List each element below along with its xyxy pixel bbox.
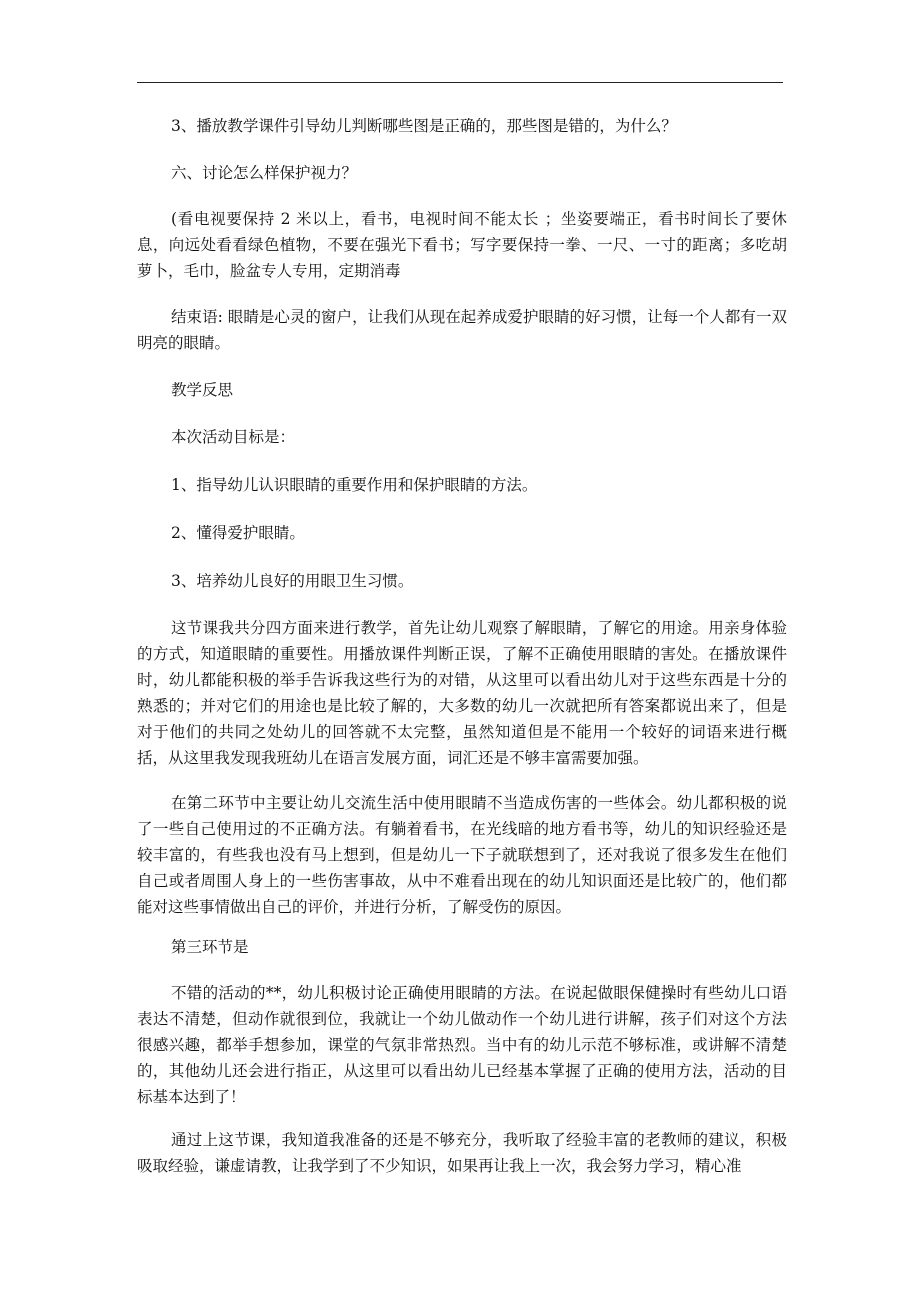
header-rule: [137, 82, 783, 83]
paragraph-goal-3: 3、培养幼儿良好的用眼卫生习惯。: [171, 572, 414, 590]
paragraph-reflection-part-4: 通过上这节课，我知道我准备的还是不够充分，我听取了经验丰富的老教师的建议，积极吸取经验，谦虚请教，让我学到了不少知识，如果再让我上一次，我会努力学习，精心准: [137, 1131, 787, 1175]
paragraph-reflection-part-3: 不错的活动的**，幼儿积极讨论正确使用眼睛的方法。在说起做眼保健操时有些幼儿口语表达不清楚，但动作就很到位，我就让一个幼儿做动作一个幼儿进行讲解，孩子们对这个方法很感兴趣，都举手想参加，课堂的气氛非常热烈。当中有的幼儿示范不够标准，或讲解不清楚的，其他幼儿还会进行指正，从这里可以看出幼儿已经基本掌握了正确的使用方法，活动的目标基本达到了！: [137, 984, 787, 1106]
paragraph-reflection-heading: 教学反思: [171, 381, 234, 399]
paragraph-closing-remarks: 结束语: 眼睛是心灵的窗户，让我们从现在起养成爱护眼睛的好习惯，让每一个人都有一双明亮的眼睛。: [137, 308, 787, 352]
paragraph-eye-protection-tips: (看电视要保持 2 米以上，看书，电视时间不能太长 ；坐姿要端正，看书时间长了要休息，向远处看看绿色植物，不要在强光下看书；写字要保持一拳、一尺、一寸的距离；多吃胡萝卜，毛巾，脸盆专人专用，定期消毒: [137, 210, 787, 280]
paragraph-step-3: 3、播放教学课件引导幼儿判断哪些图是正确的，那些图是错的，为什么？: [171, 117, 677, 135]
paragraph-goal-1: 1、指导幼儿认识眼睛的重要作用和保护眼睛的方法。: [171, 476, 538, 494]
paragraph-reflection-part-2: 在第二环节中主要让幼儿交流生活中使用眼睛不当造成伤害的一些体会。幼儿都积极的说了一些自己使用过的不正确方法。有躺着看书，在光线暗的地方看书等，幼儿的知识经验还是较丰富的，有些我也没有马上想到，但是幼儿一下子就联想到了，还对我说了很多发生在他们自己或者周围人身上的一些伤害事故，从中不难看出现在的幼儿知识面还是比较广的，他们都能对这些事情做出自己的评价，并进行分析，了解受伤的原因。: [137, 794, 787, 916]
paragraph-section-3-heading: 第三环节是: [171, 938, 249, 956]
paragraph-section-6-heading: 六、讨论怎么样保护视力？: [171, 164, 358, 182]
paragraph-goals-heading: 本次活动目标是：: [171, 428, 296, 446]
paragraph-reflection-part-1: 这节课我共分四方面来进行教学，首先让幼儿观察了解眼睛，了解它的用途。用亲身体验的方式，知道眼睛的重要性。用播放课件判断正误，了解不正确使用眼睛的害处。在播放课件时，幼儿都能积极的举手告诉我这些行为的对错，从这里可以看出幼儿对于这些东西是十分的熟悉的；并对它们的用途也是比较了解的，大多数的幼儿一次就把所有答案都说出来了，但是对于他们的共同之处幼儿的回答就不太完整，虽然知道但是不能用一个较好的词语来进行概括，从这里我发现我班幼儿在语言发展方面，词汇还是不够丰富需要加强。: [137, 619, 787, 767]
paragraph-goal-2: 2、懂得爱护眼睛。: [171, 524, 305, 542]
